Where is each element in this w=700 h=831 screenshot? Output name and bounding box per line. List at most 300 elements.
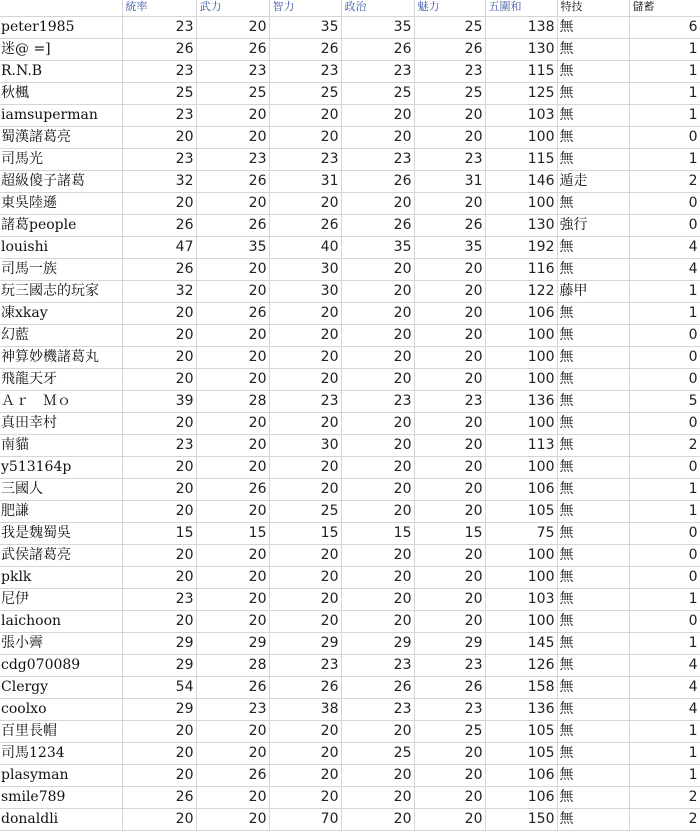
total-cell: 100 <box>485 369 557 391</box>
charm-cell: 31 <box>414 171 485 193</box>
intellect-cell: 26 <box>269 215 341 237</box>
skill-cell: 無 <box>557 413 629 435</box>
player-name-cell: Clergy <box>0 677 122 699</box>
table-row <box>0 677 700 699</box>
total-cell: 145 <box>485 633 557 655</box>
table-row <box>0 149 700 171</box>
intellect-cell: 20 <box>269 479 341 501</box>
savings-cell: 0 <box>629 457 700 479</box>
table-row <box>0 193 700 215</box>
player-name-cell: 我是魏蜀吳 <box>0 523 122 545</box>
politics-cell: 20 <box>341 457 414 479</box>
intellect-cell: 23 <box>269 61 341 83</box>
table-row <box>0 259 700 281</box>
force-cell: 26 <box>196 39 269 61</box>
command-cell: 15 <box>122 523 196 545</box>
force-cell: 28 <box>196 655 269 677</box>
politics-cell: 23 <box>341 149 414 171</box>
command-cell: 20 <box>122 127 196 149</box>
force-cell: 20 <box>196 611 269 633</box>
force-cell: 20 <box>196 501 269 523</box>
politics-cell: 20 <box>341 809 414 831</box>
table-row <box>0 457 700 479</box>
force-cell: 20 <box>196 545 269 567</box>
table-row <box>0 325 700 347</box>
total-cell: 100 <box>485 347 557 369</box>
politics-header: 政治 <box>341 0 414 17</box>
skill-cell: 無 <box>557 743 629 765</box>
total-cell: 103 <box>485 105 557 127</box>
force-header: 武力 <box>196 0 269 17</box>
charm-cell: 20 <box>414 545 485 567</box>
force-cell: 20 <box>196 347 269 369</box>
force-cell: 20 <box>196 325 269 347</box>
politics-cell: 20 <box>341 435 414 457</box>
skill-cell: 無 <box>557 611 629 633</box>
player-name-cell: 飛龍天牙 <box>0 369 122 391</box>
charm-cell: 23 <box>414 149 485 171</box>
savings-cell: 0 <box>629 193 700 215</box>
player-name-cell: 百里長帽 <box>0 721 122 743</box>
total-cell: 106 <box>485 479 557 501</box>
total-cell: 146 <box>485 171 557 193</box>
player-name-cell: 司馬光 <box>0 149 122 171</box>
savings-cell: 0 <box>629 127 700 149</box>
savings-cell: 4 <box>629 237 700 259</box>
total-cell: 105 <box>485 501 557 523</box>
intellect-cell: 20 <box>269 589 341 611</box>
total-cell: 113 <box>485 435 557 457</box>
table-row <box>0 17 700 39</box>
total-cell: 100 <box>485 325 557 347</box>
player-name-cell: plasyman <box>0 765 122 787</box>
skill-cell: 無 <box>557 325 629 347</box>
force-cell: 20 <box>196 809 269 831</box>
savings-cell: 1 <box>629 149 700 171</box>
command-cell: 20 <box>122 765 196 787</box>
politics-cell: 26 <box>341 677 414 699</box>
player-name-cell: 肥謙 <box>0 501 122 523</box>
politics-cell: 20 <box>341 127 414 149</box>
charm-cell: 29 <box>414 633 485 655</box>
intellect-cell: 25 <box>269 501 341 523</box>
politics-cell: 20 <box>341 721 414 743</box>
intellect-cell: 30 <box>269 259 341 281</box>
intellect-cell: 20 <box>269 567 341 589</box>
table-row <box>0 633 700 655</box>
command-cell: 23 <box>122 105 196 127</box>
skill-cell: 無 <box>557 501 629 523</box>
player-name-cell: 迷@ =] <box>0 39 122 61</box>
table-row <box>0 83 700 105</box>
intellect-header: 智力 <box>269 0 341 17</box>
intellect-cell: 20 <box>269 303 341 325</box>
total-cell: 136 <box>485 699 557 721</box>
skill-cell: 無 <box>557 83 629 105</box>
force-cell: 26 <box>196 171 269 193</box>
charm-cell: 20 <box>414 457 485 479</box>
force-cell: 20 <box>196 127 269 149</box>
politics-cell: 20 <box>341 501 414 523</box>
savings-cell: 0 <box>629 413 700 435</box>
charm-cell: 23 <box>414 61 485 83</box>
player-name-cell: 南貓 <box>0 435 122 457</box>
command-cell: 23 <box>122 149 196 171</box>
politics-cell: 20 <box>341 105 414 127</box>
command-cell: 39 <box>122 391 196 413</box>
savings-cell: 1 <box>629 765 700 787</box>
table-row <box>0 589 700 611</box>
name-header <box>0 0 122 17</box>
politics-cell: 20 <box>341 281 414 303</box>
intellect-cell: 70 <box>269 809 341 831</box>
command-cell: 29 <box>122 655 196 677</box>
table-row <box>0 105 700 127</box>
table-row <box>0 391 700 413</box>
intellect-cell: 20 <box>269 611 341 633</box>
savings-cell: 1 <box>629 501 700 523</box>
savings-cell: 4 <box>629 677 700 699</box>
table-row <box>0 39 700 61</box>
politics-cell: 26 <box>341 215 414 237</box>
intellect-cell: 30 <box>269 281 341 303</box>
command-cell: 20 <box>122 325 196 347</box>
intellect-cell: 30 <box>269 435 341 457</box>
savings-cell: 1 <box>629 743 700 765</box>
skill-cell: 無 <box>557 699 629 721</box>
savings-cell: 1 <box>629 303 700 325</box>
table-row <box>0 699 700 721</box>
intellect-cell: 25 <box>269 83 341 105</box>
total-cell: 115 <box>485 149 557 171</box>
command-cell: 23 <box>122 17 196 39</box>
intellect-cell: 26 <box>269 677 341 699</box>
total-cell: 100 <box>485 127 557 149</box>
skill-cell: 無 <box>557 633 629 655</box>
politics-cell: 20 <box>341 765 414 787</box>
savings-cell: 1 <box>629 589 700 611</box>
skill-cell: 無 <box>557 457 629 479</box>
player-name-cell: 三國人 <box>0 479 122 501</box>
charm-cell: 20 <box>414 567 485 589</box>
force-cell: 20 <box>196 369 269 391</box>
table-row <box>0 347 700 369</box>
total-cell: 105 <box>485 721 557 743</box>
politics-cell: 15 <box>341 523 414 545</box>
table-row <box>0 479 700 501</box>
charm-cell: 20 <box>414 787 485 809</box>
charm-cell: 15 <box>414 523 485 545</box>
command-cell: 20 <box>122 545 196 567</box>
intellect-cell: 31 <box>269 171 341 193</box>
politics-cell: 23 <box>341 61 414 83</box>
skill-cell: 無 <box>557 127 629 149</box>
charm-cell: 20 <box>414 303 485 325</box>
politics-cell: 25 <box>341 743 414 765</box>
command-cell: 20 <box>122 369 196 391</box>
intellect-cell: 15 <box>269 523 341 545</box>
force-cell: 26 <box>196 215 269 237</box>
politics-cell: 20 <box>341 259 414 281</box>
command-cell: 23 <box>122 61 196 83</box>
total-cell: 105 <box>485 743 557 765</box>
command-cell: 20 <box>122 809 196 831</box>
force-cell: 26 <box>196 303 269 325</box>
table-body <box>0 17 700 831</box>
savings-cell: 1 <box>629 61 700 83</box>
command-cell: 23 <box>122 589 196 611</box>
politics-cell: 20 <box>341 567 414 589</box>
intellect-cell: 20 <box>269 105 341 127</box>
charm-cell: 20 <box>414 479 485 501</box>
force-cell: 20 <box>196 281 269 303</box>
command-cell: 20 <box>122 501 196 523</box>
savings-cell: 5 <box>629 391 700 413</box>
charm-cell: 20 <box>414 259 485 281</box>
charm-cell: 20 <box>414 809 485 831</box>
intellect-cell: 40 <box>269 237 341 259</box>
skill-cell: 無 <box>557 765 629 787</box>
force-cell: 20 <box>196 259 269 281</box>
charm-cell: 26 <box>414 215 485 237</box>
skill-cell: 無 <box>557 567 629 589</box>
intellect-cell: 23 <box>269 149 341 171</box>
savings-cell: 1 <box>629 83 700 105</box>
force-cell: 20 <box>196 17 269 39</box>
force-cell: 20 <box>196 589 269 611</box>
force-cell: 20 <box>196 413 269 435</box>
savings-cell: 0 <box>629 545 700 567</box>
command-cell: 20 <box>122 743 196 765</box>
intellect-cell: 23 <box>269 655 341 677</box>
total-cell: 106 <box>485 787 557 809</box>
player-name-cell: 真田幸村 <box>0 413 122 435</box>
savings-cell: 0 <box>629 523 700 545</box>
skill-cell: 無 <box>557 347 629 369</box>
intellect-cell: 20 <box>269 369 341 391</box>
intellect-cell: 20 <box>269 721 341 743</box>
player-name-cell: 司馬一族 <box>0 259 122 281</box>
charm-header: 魅力 <box>414 0 485 17</box>
savings-cell: 2 <box>629 171 700 193</box>
force-cell: 26 <box>196 765 269 787</box>
total-cell: 122 <box>485 281 557 303</box>
politics-cell: 20 <box>341 787 414 809</box>
skill-cell: 無 <box>557 237 629 259</box>
total-cell: 100 <box>485 457 557 479</box>
table-row <box>0 743 700 765</box>
player-name-cell: y513164p <box>0 457 122 479</box>
intellect-cell: 20 <box>269 787 341 809</box>
table-row <box>0 413 700 435</box>
skill-cell: 無 <box>557 105 629 127</box>
table-row <box>0 127 700 149</box>
intellect-cell: 20 <box>269 347 341 369</box>
intellect-cell: 20 <box>269 743 341 765</box>
total-cell: 138 <box>485 17 557 39</box>
charm-cell: 20 <box>414 127 485 149</box>
player-name-cell: peter1985 <box>0 17 122 39</box>
table-row <box>0 611 700 633</box>
skill-cell: 無 <box>557 391 629 413</box>
skill-cell: 無 <box>557 545 629 567</box>
force-cell: 20 <box>196 721 269 743</box>
savings-cell: 1 <box>629 479 700 501</box>
command-cell: 23 <box>122 435 196 457</box>
savings-cell: 0 <box>629 611 700 633</box>
command-cell: 47 <box>122 237 196 259</box>
politics-cell: 26 <box>341 171 414 193</box>
politics-cell: 20 <box>341 479 414 501</box>
force-cell: 28 <box>196 391 269 413</box>
player-name-cell: 玩三國志的玩家 <box>0 281 122 303</box>
intellect-cell: 20 <box>269 193 341 215</box>
player-name-cell: 武侯諸葛亮 <box>0 545 122 567</box>
charm-cell: 20 <box>414 501 485 523</box>
politics-cell: 20 <box>341 545 414 567</box>
force-cell: 20 <box>196 567 269 589</box>
player-name-cell: 諸葛people <box>0 215 122 237</box>
politics-cell: 35 <box>341 237 414 259</box>
politics-cell: 20 <box>341 303 414 325</box>
skill-cell: 無 <box>557 369 629 391</box>
charm-cell: 20 <box>414 589 485 611</box>
charm-cell: 25 <box>414 17 485 39</box>
command-cell: 20 <box>122 193 196 215</box>
skill-cell: 藤甲 <box>557 281 629 303</box>
politics-cell: 20 <box>341 325 414 347</box>
force-cell: 20 <box>196 435 269 457</box>
force-cell: 20 <box>196 743 269 765</box>
total-cell: 103 <box>485 589 557 611</box>
player-name-cell: louishi <box>0 237 122 259</box>
savings-cell: 4 <box>629 655 700 677</box>
total-header: 五圍和 <box>485 0 557 17</box>
skill-cell: 無 <box>557 677 629 699</box>
player-name-cell: 超級傻子諸葛 <box>0 171 122 193</box>
intellect-cell: 20 <box>269 765 341 787</box>
savings-cell: 1 <box>629 39 700 61</box>
player-name-cell: 秋楓 <box>0 83 122 105</box>
force-cell: 20 <box>196 193 269 215</box>
politics-cell: 23 <box>341 391 414 413</box>
charm-cell: 35 <box>414 237 485 259</box>
politics-cell: 20 <box>341 369 414 391</box>
skill-cell: 無 <box>557 193 629 215</box>
player-name-cell: 幻藍 <box>0 325 122 347</box>
skill-cell: 強行 <box>557 215 629 237</box>
skill-cell: 遁走 <box>557 171 629 193</box>
command-cell: 20 <box>122 413 196 435</box>
player-name-cell: 蜀漢諸葛亮 <box>0 127 122 149</box>
total-cell: 130 <box>485 39 557 61</box>
command-cell: 20 <box>122 611 196 633</box>
force-cell: 25 <box>196 83 269 105</box>
politics-cell: 35 <box>341 17 414 39</box>
total-cell: 100 <box>485 567 557 589</box>
force-cell: 20 <box>196 105 269 127</box>
total-cell: 100 <box>485 413 557 435</box>
politics-cell: 20 <box>341 589 414 611</box>
savings-cell: 6 <box>629 17 700 39</box>
savings-cell: 1 <box>629 721 700 743</box>
command-cell: 20 <box>122 347 196 369</box>
player-name-cell: laichoon <box>0 611 122 633</box>
savings-cell: 4 <box>629 259 700 281</box>
savings-cell: 2 <box>629 787 700 809</box>
skill-cell: 無 <box>557 149 629 171</box>
player-name-cell: 司馬1234 <box>0 743 122 765</box>
table-row <box>0 721 700 743</box>
savings-cell: 1 <box>629 281 700 303</box>
force-cell: 20 <box>196 457 269 479</box>
skill-cell: 無 <box>557 303 629 325</box>
player-name-cell: donaldli <box>0 809 122 831</box>
skill-cell: 無 <box>557 61 629 83</box>
intellect-cell: 29 <box>269 633 341 655</box>
player-name-cell: coolxo <box>0 699 122 721</box>
table-row <box>0 61 700 83</box>
table-row <box>0 303 700 325</box>
player-name-cell: 尼伊 <box>0 589 122 611</box>
total-cell: 116 <box>485 259 557 281</box>
savings-cell: 2 <box>629 809 700 831</box>
table-row <box>0 281 700 303</box>
charm-cell: 20 <box>414 105 485 127</box>
charm-cell: 25 <box>414 83 485 105</box>
force-cell: 23 <box>196 699 269 721</box>
politics-cell: 29 <box>341 633 414 655</box>
command-cell: 26 <box>122 259 196 281</box>
table-row <box>0 215 700 237</box>
player-name-cell: smile789 <box>0 787 122 809</box>
total-cell: 100 <box>485 193 557 215</box>
total-cell: 136 <box>485 391 557 413</box>
politics-cell: 25 <box>341 83 414 105</box>
player-name-cell: pklk <box>0 567 122 589</box>
skill-cell: 無 <box>557 787 629 809</box>
command-cell: 26 <box>122 215 196 237</box>
table-row <box>0 523 700 545</box>
command-cell: 25 <box>122 83 196 105</box>
savings-cell: 1 <box>629 633 700 655</box>
table-row <box>0 809 700 831</box>
skill-cell: 無 <box>557 809 629 831</box>
charm-cell: 26 <box>414 39 485 61</box>
intellect-cell: 20 <box>269 127 341 149</box>
intellect-cell: 20 <box>269 545 341 567</box>
politics-cell: 20 <box>341 413 414 435</box>
savings-cell: 0 <box>629 567 700 589</box>
charm-cell: 20 <box>414 413 485 435</box>
savings-header: 儲蓄 <box>629 0 700 17</box>
intellect-cell: 20 <box>269 325 341 347</box>
force-cell: 29 <box>196 633 269 655</box>
force-cell: 26 <box>196 677 269 699</box>
command-header: 統率 <box>122 0 196 17</box>
savings-cell: 0 <box>629 215 700 237</box>
skill-cell: 無 <box>557 479 629 501</box>
charm-cell: 20 <box>414 347 485 369</box>
charm-cell: 20 <box>414 435 485 457</box>
total-cell: 130 <box>485 215 557 237</box>
intellect-cell: 20 <box>269 457 341 479</box>
force-cell: 26 <box>196 479 269 501</box>
force-cell: 23 <box>196 149 269 171</box>
politics-cell: 20 <box>341 193 414 215</box>
total-cell: 115 <box>485 61 557 83</box>
charm-cell: 20 <box>414 743 485 765</box>
